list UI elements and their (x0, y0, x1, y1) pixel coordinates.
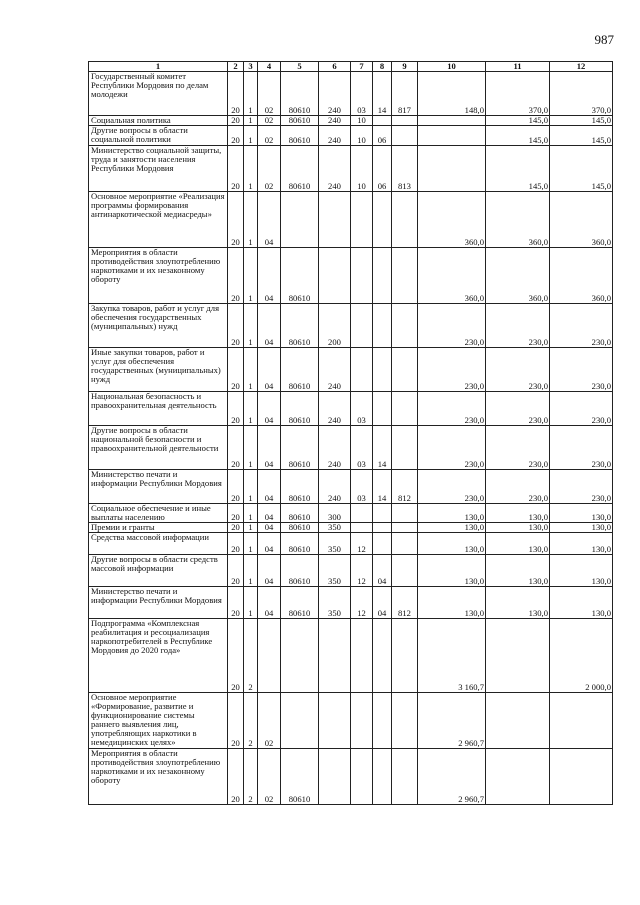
cell-direction: 80610 (281, 146, 319, 192)
table-row (89, 504, 613, 523)
cell-direction: 80610 (281, 555, 319, 587)
cell-event: 04 (258, 523, 281, 533)
column-header-7: 7 (351, 62, 373, 72)
cell-expense-type: 350 (319, 587, 351, 619)
cell-amount-2020: 360,0 (550, 192, 613, 248)
cell-direction: 80610 (281, 72, 319, 116)
cell-program: 20 (228, 587, 244, 619)
cell-amount-2018: 2 960,7 (418, 693, 486, 749)
cell-amount-2020: 145,0 (550, 126, 613, 146)
cell-subprogram: 1 (244, 555, 258, 587)
cell-section: 12 (351, 555, 373, 587)
cell-subsection: 04 (373, 555, 392, 587)
cell-name: Государственный комитет Республики Мордовия по делам молодежи (89, 72, 228, 116)
table-row (89, 72, 613, 116)
cell-event: 04 (258, 304, 281, 348)
cell-subprogram: 1 (244, 504, 258, 523)
table-header (89, 62, 613, 72)
cell-expense-type: 240 (319, 392, 351, 426)
cell-subsection: 06 (373, 146, 392, 192)
cell-ministry (392, 392, 418, 426)
cell-section (351, 348, 373, 392)
cell-event: 04 (258, 504, 281, 523)
cell-program: 20 (228, 533, 244, 555)
cell-expense-type: 240 (319, 470, 351, 504)
cell-ministry (392, 693, 418, 749)
cell-event: 02 (258, 749, 281, 805)
cell-amount-2019: 230,0 (486, 426, 550, 470)
cell-section (351, 749, 373, 805)
cell-amount-2020: 230,0 (550, 348, 613, 392)
cell-amount-2018: 130,0 (418, 523, 486, 533)
cell-amount-2018: 2 960,7 (418, 749, 486, 805)
cell-section: 10 (351, 126, 373, 146)
cell-name: Средства массовой информации (89, 533, 228, 555)
cell-subsection (373, 392, 392, 426)
cell-amount-2019: 130,0 (486, 504, 550, 523)
cell-section: 03 (351, 392, 373, 426)
cell-amount-2019: 130,0 (486, 533, 550, 555)
cell-subprogram: 1 (244, 146, 258, 192)
cell-ministry (392, 619, 418, 693)
cell-expense-type (319, 192, 351, 248)
cell-expense-type: 240 (319, 116, 351, 126)
cell-amount-2018: 130,0 (418, 587, 486, 619)
cell-amount-2018: 148,0 (418, 72, 486, 116)
table-row (89, 116, 613, 126)
cell-amount-2020: 130,0 (550, 555, 613, 587)
cell-expense-type: 240 (319, 146, 351, 192)
cell-amount-2019 (486, 749, 550, 805)
cell-subprogram: 2 (244, 619, 258, 693)
cell-name: Основное мероприятие «Реализация программы формирования антинаркотической медиасреды» (89, 192, 228, 248)
cell-name: Мероприятия в области противодействия злоупотреблению наркотиками и их незаконному обороту (89, 749, 228, 805)
cell-subprogram: 1 (244, 426, 258, 470)
column-header-2: 2 (228, 62, 244, 72)
cell-expense-type: 240 (319, 72, 351, 116)
cell-ministry (392, 504, 418, 523)
table-row (89, 248, 613, 304)
cell-subsection (373, 348, 392, 392)
cell-subsection (373, 304, 392, 348)
cell-section (351, 693, 373, 749)
cell-name: Социальное обеспечение и иные выплаты населению (89, 504, 228, 523)
cell-subsection (373, 693, 392, 749)
cell-subsection (373, 116, 392, 126)
cell-ministry (392, 555, 418, 587)
cell-amount-2019: 370,0 (486, 72, 550, 116)
cell-event: 02 (258, 116, 281, 126)
cell-event: 04 (258, 392, 281, 426)
cell-program: 20 (228, 504, 244, 523)
cell-amount-2019: 230,0 (486, 348, 550, 392)
cell-event: 04 (258, 348, 281, 392)
cell-direction: 80610 (281, 533, 319, 555)
cell-event: 02 (258, 126, 281, 146)
cell-direction (281, 693, 319, 749)
cell-amount-2020: 230,0 (550, 470, 613, 504)
cell-expense-type (319, 619, 351, 693)
cell-subprogram: 1 (244, 523, 258, 533)
cell-subsection: 04 (373, 587, 392, 619)
cell-program: 20 (228, 470, 244, 504)
cell-expense-type: 240 (319, 426, 351, 470)
cell-program: 20 (228, 192, 244, 248)
cell-amount-2020: 145,0 (550, 146, 613, 192)
cell-amount-2020: 130,0 (550, 587, 613, 619)
cell-direction: 80610 (281, 348, 319, 392)
cell-ministry (392, 426, 418, 470)
cell-subprogram: 1 (244, 72, 258, 116)
cell-amount-2020: 145,0 (550, 116, 613, 126)
cell-subprogram: 1 (244, 192, 258, 248)
cell-program: 20 (228, 248, 244, 304)
cell-subprogram: 1 (244, 392, 258, 426)
cell-amount-2018: 3 160,7 (418, 619, 486, 693)
cell-event: 04 (258, 192, 281, 248)
cell-program: 20 (228, 304, 244, 348)
cell-section: 10 (351, 116, 373, 126)
cell-event: 04 (258, 426, 281, 470)
cell-event: 04 (258, 248, 281, 304)
column-header-1: 1 (89, 62, 228, 72)
page-number: 987 (594, 32, 614, 47)
cell-section: 12 (351, 587, 373, 619)
cell-event: 04 (258, 470, 281, 504)
cell-amount-2019: 130,0 (486, 587, 550, 619)
cell-amount-2019: 145,0 (486, 126, 550, 146)
cell-subprogram: 1 (244, 348, 258, 392)
cell-amount-2019: 145,0 (486, 146, 550, 192)
table-row (89, 555, 613, 587)
column-header-3: 3 (244, 62, 258, 72)
cell-amount-2020 (550, 693, 613, 749)
cell-amount-2018: 230,0 (418, 348, 486, 392)
table-body (89, 72, 613, 805)
cell-program: 20 (228, 146, 244, 192)
cell-program: 20 (228, 72, 244, 116)
table-row (89, 533, 613, 555)
cell-event: 04 (258, 587, 281, 619)
cell-name: Министерство социальной защиты, труда и занятости населения Республики Мордовия (89, 146, 228, 192)
cell-ministry (392, 749, 418, 805)
cell-amount-2020: 360,0 (550, 248, 613, 304)
cell-amount-2020: 2 000,0 (550, 619, 613, 693)
cell-program: 20 (228, 392, 244, 426)
cell-name: Другие вопросы в области национальной безопасности и правоохранительной деятельности (89, 426, 228, 470)
cell-subprogram: 2 (244, 749, 258, 805)
cell-section (351, 523, 373, 533)
cell-amount-2018: 230,0 (418, 304, 486, 348)
cell-amount-2019: 130,0 (486, 555, 550, 587)
cell-ministry (392, 533, 418, 555)
cell-expense-type (319, 749, 351, 805)
cell-name: Иные закупки товаров, работ и услуг для обеспечения государственных (муниципальных) нужд (89, 348, 228, 392)
cell-expense-type: 200 (319, 304, 351, 348)
table-row (89, 749, 613, 805)
cell-subsection (373, 619, 392, 693)
column-header-10: 10 (418, 62, 486, 72)
cell-subsection (373, 749, 392, 805)
cell-expense-type (319, 248, 351, 304)
cell-section: 03 (351, 72, 373, 116)
cell-program: 20 (228, 555, 244, 587)
cell-amount-2019: 360,0 (486, 248, 550, 304)
cell-ministry (392, 126, 418, 146)
cell-subsection: 06 (373, 126, 392, 146)
cell-ministry: 813 (392, 146, 418, 192)
cell-amount-2019 (486, 619, 550, 693)
cell-direction: 80610 (281, 392, 319, 426)
cell-subsection (373, 523, 392, 533)
cell-subsection: 14 (373, 426, 392, 470)
table-row (89, 587, 613, 619)
cell-section (351, 619, 373, 693)
cell-name: Закупка товаров, работ и услуг для обеспечения государственных (муниципальных) нужд (89, 304, 228, 348)
cell-section (351, 192, 373, 248)
cell-event (258, 619, 281, 693)
cell-ministry (392, 523, 418, 533)
cell-section: 03 (351, 426, 373, 470)
cell-amount-2019: 360,0 (486, 192, 550, 248)
cell-subprogram: 1 (244, 304, 258, 348)
cell-program: 20 (228, 348, 244, 392)
cell-amount-2019: 230,0 (486, 304, 550, 348)
cell-program: 20 (228, 426, 244, 470)
cell-event: 02 (258, 72, 281, 116)
cell-subprogram: 1 (244, 248, 258, 304)
cell-amount-2018 (418, 116, 486, 126)
cell-amount-2018: 360,0 (418, 248, 486, 304)
cell-expense-type: 240 (319, 126, 351, 146)
cell-subprogram: 1 (244, 587, 258, 619)
cell-direction (281, 192, 319, 248)
cell-amount-2018: 230,0 (418, 470, 486, 504)
cell-ministry: 817 (392, 72, 418, 116)
cell-direction: 80610 (281, 749, 319, 805)
cell-direction (281, 619, 319, 693)
cell-program: 20 (228, 619, 244, 693)
cell-program: 20 (228, 693, 244, 749)
cell-name: Основное мероприятие «Формирование, развитие и функционирование системы раннего выявления лиц, употребляющих наркотики в немедицинских целях» (89, 693, 228, 749)
cell-section: 12 (351, 533, 373, 555)
table-row (89, 392, 613, 426)
cell-amount-2020: 370,0 (550, 72, 613, 116)
column-header-11: 11 (486, 62, 550, 72)
cell-section: 10 (351, 146, 373, 192)
cell-amount-2019: 130,0 (486, 523, 550, 533)
cell-section: 03 (351, 470, 373, 504)
column-header-9: 9 (392, 62, 418, 72)
cell-subsection (373, 504, 392, 523)
cell-name: Национальная безопасность и правоохранительная деятельность (89, 392, 228, 426)
cell-amount-2018 (418, 146, 486, 192)
cell-program: 20 (228, 126, 244, 146)
cell-direction: 80610 (281, 248, 319, 304)
cell-subsection: 14 (373, 470, 392, 504)
cell-ministry (392, 116, 418, 126)
cell-expense-type: 300 (319, 504, 351, 523)
cell-subprogram: 1 (244, 470, 258, 504)
cell-amount-2019 (486, 693, 550, 749)
cell-event: 04 (258, 555, 281, 587)
cell-expense-type: 350 (319, 555, 351, 587)
table-row (89, 470, 613, 504)
cell-subsection (373, 533, 392, 555)
cell-ministry (392, 192, 418, 248)
cell-subsection (373, 248, 392, 304)
cell-expense-type: 350 (319, 533, 351, 555)
cell-program: 20 (228, 523, 244, 533)
cell-name: Министерство печати и информации Республики Мордовия (89, 470, 228, 504)
cell-amount-2018: 230,0 (418, 392, 486, 426)
cell-amount-2019: 145,0 (486, 116, 550, 126)
column-header-12: 12 (550, 62, 613, 72)
cell-expense-type: 240 (319, 348, 351, 392)
cell-name: Министерство печати и информации Республики Мордовия (89, 587, 228, 619)
cell-subsection (373, 192, 392, 248)
cell-subsection: 14 (373, 72, 392, 116)
cell-program: 20 (228, 116, 244, 126)
cell-amount-2019: 230,0 (486, 470, 550, 504)
cell-name: Мероприятия в области противодействия злоупотреблению наркотиками и их незаконному обороту (89, 248, 228, 304)
cell-amount-2020: 230,0 (550, 392, 613, 426)
cell-name: Другие вопросы в области социальной политики (89, 126, 228, 146)
cell-event: 02 (258, 146, 281, 192)
column-header-6: 6 (319, 62, 351, 72)
cell-direction: 80610 (281, 504, 319, 523)
cell-direction: 80610 (281, 304, 319, 348)
header-row (89, 62, 613, 72)
cell-section (351, 304, 373, 348)
budget-table (88, 61, 613, 805)
table-row (89, 304, 613, 348)
cell-amount-2018 (418, 126, 486, 146)
cell-section (351, 504, 373, 523)
column-header-4: 4 (258, 62, 281, 72)
cell-amount-2020: 230,0 (550, 304, 613, 348)
cell-amount-2020 (550, 749, 613, 805)
cell-subprogram: 2 (244, 693, 258, 749)
cell-event: 02 (258, 693, 281, 749)
cell-amount-2018: 130,0 (418, 533, 486, 555)
table-row (89, 619, 613, 693)
cell-ministry: 812 (392, 470, 418, 504)
column-header-5: 5 (281, 62, 319, 72)
cell-name: Премии и гранты (89, 523, 228, 533)
cell-amount-2018: 360,0 (418, 192, 486, 248)
cell-ministry (392, 304, 418, 348)
cell-amount-2018: 230,0 (418, 426, 486, 470)
cell-name: Другие вопросы в области средств массовой информации (89, 555, 228, 587)
cell-ministry (392, 248, 418, 304)
cell-subprogram: 1 (244, 126, 258, 146)
cell-expense-type (319, 693, 351, 749)
table-row (89, 426, 613, 470)
cell-section (351, 248, 373, 304)
cell-amount-2020: 130,0 (550, 504, 613, 523)
cell-ministry: 812 (392, 587, 418, 619)
cell-direction: 80610 (281, 587, 319, 619)
table-row (89, 348, 613, 392)
column-header-8: 8 (373, 62, 392, 72)
cell-program: 20 (228, 749, 244, 805)
cell-direction: 80610 (281, 523, 319, 533)
table-row (89, 146, 613, 192)
cell-direction: 80610 (281, 126, 319, 146)
cell-amount-2018: 130,0 (418, 555, 486, 587)
cell-direction: 80610 (281, 470, 319, 504)
cell-amount-2019: 230,0 (486, 392, 550, 426)
cell-ministry (392, 348, 418, 392)
cell-amount-2020: 130,0 (550, 523, 613, 533)
cell-expense-type: 350 (319, 523, 351, 533)
cell-name: Социальная политика (89, 116, 228, 126)
table-row (89, 523, 613, 533)
cell-subprogram: 1 (244, 533, 258, 555)
cell-direction: 80610 (281, 116, 319, 126)
cell-amount-2020: 130,0 (550, 533, 613, 555)
table-row (89, 126, 613, 146)
cell-direction: 80610 (281, 426, 319, 470)
cell-amount-2020: 230,0 (550, 426, 613, 470)
table-row (89, 693, 613, 749)
cell-name: Подпрограмма «Комплексная реабилитация и ресоциализация наркопотребителей в Республике Мордовия до 2020 года» (89, 619, 228, 693)
cell-amount-2018: 130,0 (418, 504, 486, 523)
table-row (89, 192, 613, 248)
cell-event: 04 (258, 533, 281, 555)
cell-subprogram: 1 (244, 116, 258, 126)
